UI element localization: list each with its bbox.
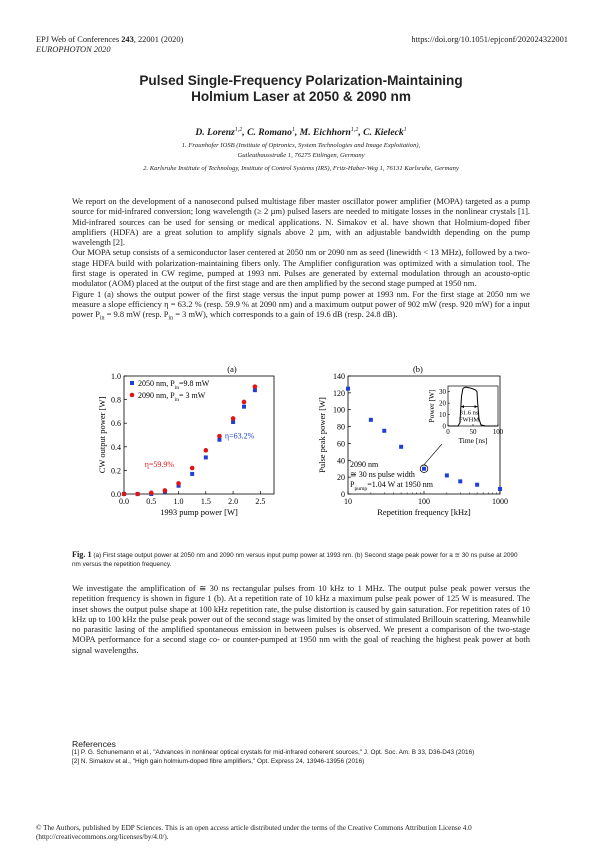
data-point: [458, 479, 462, 483]
chart-panel-a: [96, 364, 296, 524]
slope-annotation-2090nm: η=59.9%: [144, 459, 175, 469]
data-point: [346, 387, 350, 391]
abstract-body: [72, 196, 530, 324]
y-tick-label: 80: [337, 422, 345, 432]
affiliation-1: 1. Fraunhofer IOSB (Institute of Optronics, System Technologies and Image Exploitation),: [181, 142, 421, 149]
y-tick-label: 100: [333, 405, 345, 415]
y-tick-label: 140: [333, 372, 345, 381]
paragraph-intro: We report on the development of a nanosecond pulsed multistage fiber master oscillator power amplifier (MOPA) targeted as a pump source for mid-infrared conversion; long wavelength (≥ 2 µm) pulsed lasers are needed to mitigate losses in the nonlinear crystals [1]. Mid-infrared sources can be used for sensing or medical applications. N. Simakov et al. have shown that Holmium-doped fiber amplifiers (HDFA) are a great solution to amplify signals above 2 µm, with an adjustable bandwidth depending on the pump wavelength [2].: [72, 196, 530, 248]
data-point-2090nm: [231, 416, 236, 421]
y-tick-label: 0.2: [111, 466, 121, 476]
data-point-2090nm: [122, 492, 127, 497]
paragraph-setup: Our MOPA setup consists of a semiconductor laser centered at 2050 nm or 2090 nm as seed (linewidth < 13 MHz), followed by a two-stage HDFA build with polarization-maintaining fibers only. The Amplifier configuration was optimized with a simulation tool. The first stage is operated in CW regime, pumped at 1993 nm. Pulses are generated by external modulation through an acousto-optic modulator (AOM) placed at the output of the first stage and are then amplified by the second stage pumped at 1950 nm.: [72, 247, 530, 289]
y-tick-label: 0.4: [111, 442, 121, 452]
inset-pointer-line: [424, 444, 442, 465]
data-point-2090nm: [217, 434, 222, 439]
running-header: [36, 35, 183, 55]
y-tick-label: 0.8: [111, 395, 121, 405]
annotation-wavelength: 2090 nm: [350, 460, 379, 469]
results-body: [72, 583, 530, 655]
data-point: [369, 418, 373, 422]
y-tick-label: 60: [337, 439, 345, 449]
y-tick-label: 0: [341, 490, 345, 499]
caption-text: (a) First stage output power at 2050 nm and 2090 nm versus input pump power at 1993 nm. (b) Second stage peak power for a ≅ 30 ns pulse at 2090 nm versus the repetition frequency.: [72, 552, 518, 568]
author-list: D. Lorenz$^{1,2}$, C. Romano$^1$, M. Eichhorn$^{1,2}$, C. Kieleck$^1$: [195, 127, 407, 139]
inset-x-tick-label: 100: [492, 428, 504, 436]
reference-item: [1] P. G. Schunemann et al., "Advances in nonlinear optical crystals for mid-infrared coherent sources," J. Opt. Soc. Am. B 33, D36-D43 (2016): [72, 749, 475, 756]
x-tick-label: 1000: [492, 497, 508, 506]
inset-x-axis-label: Time [ns]: [458, 436, 488, 445]
doi-link[interactable]: https://doi.org/10.1051/epjconf/202024322001: [411, 35, 568, 44]
journal-citation: EPJ Web of Conferences 243, 22001 (2020): [36, 35, 184, 44]
data-point: [475, 483, 479, 487]
x-tick-label: 10: [344, 497, 352, 506]
x-axis-label: 1993 pump power [W]: [160, 507, 238, 517]
x-tick-label: 100: [418, 497, 430, 506]
legend-marker-2090nm: [130, 393, 135, 398]
data-point-2050nm: [190, 472, 194, 476]
data-point: [445, 473, 449, 477]
annotation-pulse-width: ≅ 30 ns pulse width: [350, 470, 415, 479]
y-axis-label: Pulse peak power [W]: [317, 397, 327, 473]
inset-x-tick-label: 0: [446, 428, 450, 436]
y-tick-label: 120: [333, 388, 345, 398]
data-point-2090nm: [204, 448, 209, 453]
data-point-2090nm: [190, 466, 195, 471]
inset-y-axis-label: Power [W]: [427, 389, 436, 423]
x-tick-label: 1.0: [173, 497, 184, 506]
references-heading: References: [72, 739, 116, 749]
title-line-2: Holmium Laser at 2050 & 2090 nm: [191, 89, 411, 104]
inset-y-tick-label: 20: [439, 399, 446, 408]
data-point: [382, 429, 386, 433]
panel-label: (b): [412, 364, 423, 374]
affiliation-1-address: Gutleuthausstraße 1, 76275 Ettlingen, Germany: [237, 152, 365, 159]
data-point: [422, 467, 426, 471]
reference-item: [2] N. Simakov et al., "High gain holmium-doped fibre amplifiers," Opt. Express 24, 13946-13956 (2016): [72, 757, 365, 765]
legend-marker-2050nm: [130, 381, 134, 385]
y-tick-label: 0.0: [111, 490, 121, 499]
y-tick-label: 40: [337, 456, 345, 466]
chart-panel-b: [312, 364, 522, 524]
paper-title: [0, 73, 602, 105]
x-axis-label: Repetition frequency [kHz]: [377, 507, 471, 517]
annotation-pump-power: $P_{pump}=1.04$ W at 1950 nm: [350, 480, 433, 492]
data-point-2090nm: [176, 481, 181, 486]
x-tick-label: 2.5: [255, 497, 266, 506]
legend-label-2050nm: 2050 nm, $P_{in}=9.8$ mW: [138, 379, 210, 391]
y-axis-label: CW output power [W]: [97, 396, 107, 474]
inset-y-tick-label: 0: [442, 422, 446, 431]
data-point-2050nm: [242, 405, 246, 409]
inset-y-tick-label: 30: [439, 388, 446, 397]
y-tick-label: 1.0: [111, 372, 121, 381]
caption-label: Fig. 1: [72, 550, 92, 559]
slope-annotation-2050nm: η=63.2%: [224, 431, 255, 441]
x-tick-label: 1.5: [200, 497, 211, 506]
data-point: [399, 445, 403, 449]
data-point-2090nm: [163, 488, 168, 493]
data-point-2050nm: [204, 455, 208, 459]
y-tick-label: 20: [337, 473, 345, 483]
references-section: [72, 739, 532, 766]
data-point-2090nm: [149, 491, 154, 496]
inset-y-tick-label: 10: [439, 411, 446, 420]
fwhm-label: 31.6 ns: [459, 409, 479, 417]
title-line-1: Pulsed Single-Frequency Polarization-Maintaining: [139, 73, 463, 88]
conference-name: EUROPHOTON 2020: [36, 45, 111, 54]
y-tick-label: 0.6: [111, 419, 121, 429]
fwhm-label: FWHM: [458, 416, 480, 424]
data-point-2090nm: [135, 492, 140, 497]
paragraph-results: We investigate the amplification of ≅ 30 ns rectangular pulses from 10 kHz to 1 MHz. The output pulse peak power versus the repetition frequency is shown in figure 1 (b). At a repetition rate of 10 kHz a maximum pulse peak power of 125 W is measured. The inset shows the output pulse shape at 100 kHz repetition rate, the pulse distortion is caused by gain saturation. For repetition rates of 10 kHz up to 100 kHz the pulse peak power out of the second stage was limited by the onset of stimulated Brillouin scattering. Meanwhile no parasitic lasing of the amplified spontaneous emission in between pulses is observed. We present a comparison of the two-stage MOPA performance for a second stage co- or counter-pumped at 1950 nm with the goal of reaching the highest peak power at both signal wavelengths.: [72, 583, 530, 655]
panel-label: (a): [227, 364, 237, 374]
figure-caption: [72, 550, 528, 569]
x-tick-label: 0.0: [119, 497, 129, 506]
data-point-2090nm: [242, 400, 247, 405]
data-point: [498, 487, 502, 491]
x-tick-label: 2.0: [228, 497, 239, 506]
affiliation-2: 2. Karlsruhe Institute of Technology, Institute of Control Systems (IRS), Fritz-Haber-Weg 1, 76131 Karlsruhe, Germany: [143, 165, 459, 172]
data-point-2090nm: [253, 384, 258, 389]
license-footer: © The Authors, published by EDP Sciences. This is an open access article distributed under the terms of the Creative Commons Attribution License 4.0 (http://creativecommons.org/licenses/by/4.0/).: [36, 824, 472, 842]
paragraph-figure-a: Figure 1 (a) shows the output power of the first stage versus the input pump power at 1993 nm. For the first stage at 2050 nm we measure a slope efficiency η = 63.2 % (resp. 59.9 % at 2090 nm) and a maximum output power of 902 mW (resp. 920 mW) for a input power $P_{in} = 9.8$ mW (resp. $P_{in} = 3$ mW), which corresponds to a gain of 19.6 dB (resp. 24.8 dB).: [72, 288, 530, 322]
inset-x-tick-label: 50: [469, 428, 477, 436]
x-tick-label: 0.5: [146, 497, 157, 506]
legend-label-2090nm: 2090 nm, $P_{in}= 3$ mW: [138, 391, 206, 403]
